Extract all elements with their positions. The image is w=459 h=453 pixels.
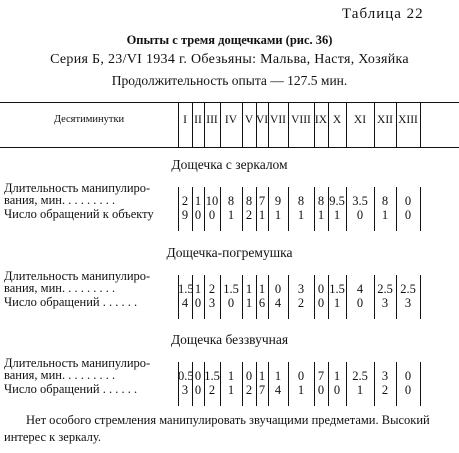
table-cell: 2 xyxy=(381,383,389,397)
table-cell: 3 xyxy=(181,383,189,397)
table-cell: 1 xyxy=(356,383,364,397)
table-cell: 0 xyxy=(317,296,325,310)
table-cell: 4 xyxy=(274,296,282,310)
table-cell: 1.5 xyxy=(204,369,220,383)
table-cell: 4 xyxy=(181,296,189,310)
column-divider xyxy=(420,187,421,231)
table-cell: 1 xyxy=(245,296,253,310)
table-cell: 9.5 xyxy=(329,194,345,208)
table-cell: 7 xyxy=(317,369,325,383)
column-divider xyxy=(420,362,421,406)
row-label xyxy=(4,296,137,308)
duration-line: Продолжительность опыта — 127.5 мин. xyxy=(111,73,348,88)
table-cell: 8 xyxy=(227,194,235,208)
table-cell: 2 xyxy=(297,296,305,310)
table-cell: 3 xyxy=(208,296,216,310)
table-cell: 0 xyxy=(333,383,341,397)
row-label xyxy=(4,208,154,220)
first-column-header: Десятиминутки xyxy=(53,114,125,125)
row-label-line: вания, мин. . . . . . . . . xyxy=(4,281,116,295)
column-header: X xyxy=(332,114,342,126)
table-cell: 0 xyxy=(208,208,216,222)
column-divider xyxy=(256,103,257,147)
table-cell: 0 xyxy=(317,282,325,296)
table-cell: 1.5 xyxy=(178,282,194,296)
table-cell: 2 xyxy=(245,383,253,397)
column-header: I xyxy=(183,114,187,126)
table-cell: 1.5 xyxy=(329,282,345,296)
table-cell: 7 xyxy=(258,194,266,208)
table-cell: 1 xyxy=(194,282,202,296)
table-cell: 1.5 xyxy=(223,282,239,296)
table-cell: 1 xyxy=(258,369,266,383)
row-label-line: Длительность манипулиро- xyxy=(4,356,151,370)
table-cell: 10 xyxy=(205,194,219,208)
table-cell: 1 xyxy=(317,208,325,222)
row-label-line: Длительность манипулиро- xyxy=(4,269,151,283)
table-cell: 0 xyxy=(194,208,202,222)
table-cell: 3 xyxy=(381,369,389,383)
table-cell: 0 xyxy=(245,369,253,383)
row-label xyxy=(4,182,150,206)
table-cell: 0 xyxy=(227,296,235,310)
table-cell: 2.5 xyxy=(377,282,393,296)
row-label-line: Число обращений к объекту xyxy=(4,207,154,221)
column-divider xyxy=(396,103,397,147)
table-cell: 0 xyxy=(356,208,364,222)
table-cell: 2 xyxy=(181,194,189,208)
table-cell: 1 xyxy=(227,208,235,222)
table-cell: 2 xyxy=(208,383,216,397)
column-header: IV xyxy=(224,114,238,126)
column-header: XII xyxy=(377,114,393,126)
column-divider xyxy=(328,103,329,147)
table-cell: 2 xyxy=(208,282,216,296)
table-cell: 6 xyxy=(258,296,266,310)
table-cell: 0 xyxy=(274,282,282,296)
column-divider xyxy=(204,103,205,147)
table-cell: 1 xyxy=(258,282,266,296)
table-header-rule xyxy=(0,147,459,148)
column-header: II xyxy=(194,114,202,126)
table-cell: 3 xyxy=(297,282,305,296)
table-cell: 1 xyxy=(381,208,389,222)
table-cell: 1 xyxy=(297,208,305,222)
table-cell: 4 xyxy=(274,383,282,397)
table-cell: 0 xyxy=(194,296,202,310)
column-divider xyxy=(242,103,243,147)
column-divider xyxy=(314,103,315,147)
table-cell: 0 xyxy=(404,208,412,222)
row-label-line: Длительность манипулиро- xyxy=(4,181,151,195)
row-label-line: Число обращений . . . . . . xyxy=(4,382,138,396)
table-cell: 3.5 xyxy=(352,194,368,208)
row-label-line: вания, мин. . . . . . . . . xyxy=(4,193,116,207)
table-cell: 0 xyxy=(404,369,412,383)
column-divider xyxy=(374,103,375,147)
column-divider xyxy=(420,275,421,319)
table-cell: 1 xyxy=(274,369,282,383)
column-divider xyxy=(268,103,269,147)
column-header: VII xyxy=(270,114,286,126)
table-cell: 1 xyxy=(194,194,202,208)
table-cell: 1 xyxy=(227,383,235,397)
table-cell: 4 xyxy=(356,282,364,296)
table-cell: 9 xyxy=(274,194,282,208)
table-cell: 0 xyxy=(404,383,412,397)
table-title: Опыты с тремя дощечками (рис. 36) xyxy=(126,33,333,47)
table-cell: 0 xyxy=(404,194,412,208)
column-divider xyxy=(192,103,193,147)
column-header: VI xyxy=(256,114,269,126)
table-cell: 1 xyxy=(245,282,253,296)
table-cell: 9 xyxy=(181,208,189,222)
table-cell: 8 xyxy=(297,194,305,208)
table-cell: 8 xyxy=(381,194,389,208)
column-divider xyxy=(420,103,421,147)
table-cell: 1 xyxy=(297,383,305,397)
table-cell: 7 xyxy=(258,383,266,397)
column-divider xyxy=(178,103,179,147)
table-cell: 2.5 xyxy=(400,282,416,296)
table-cell: 8 xyxy=(245,194,253,208)
table-cell: 0 xyxy=(194,383,202,397)
table-cell: 0 xyxy=(356,296,364,310)
column-header: III xyxy=(206,114,218,126)
table-cell: 0 xyxy=(317,383,325,397)
column-header: XI xyxy=(353,114,367,126)
table-cell: 2.5 xyxy=(352,369,368,383)
table-cell: 1 xyxy=(333,369,341,383)
table-cell: 0.5 xyxy=(178,369,194,383)
table-cell: 1 xyxy=(227,369,235,383)
section-title: Дощечка-погремушка xyxy=(166,245,293,260)
table-cell: 8 xyxy=(317,194,325,208)
table-cell: 1 xyxy=(274,208,282,222)
column-divider xyxy=(220,103,221,147)
column-header: VIII xyxy=(291,114,311,126)
section-title: Дощечка с зеркалом xyxy=(171,157,288,172)
table-cell: 1 xyxy=(333,296,341,310)
column-divider xyxy=(346,103,347,147)
row-label xyxy=(4,383,137,395)
table-cell: 0 xyxy=(297,369,305,383)
column-header: IX xyxy=(314,114,328,126)
table-cell: 2 xyxy=(245,208,253,222)
row-label xyxy=(4,357,150,381)
table-top-rule xyxy=(0,102,459,103)
row-label-line: Число обращений . . . . . . xyxy=(4,295,138,309)
table-cell: 1 xyxy=(258,208,266,222)
section-title: Дощечка беззвучная xyxy=(170,332,289,347)
table-cell: 3 xyxy=(404,296,412,310)
table-cell: 1 xyxy=(333,208,341,222)
column-header: XIII xyxy=(398,114,418,126)
column-header: V xyxy=(244,114,254,126)
row-label-line: вания, мин. . . . . . . . . xyxy=(4,368,116,382)
footer-note: Нет особого стремления манипулировать звучащими предметами. Высокий интерес к зеркалу. xyxy=(4,413,430,444)
column-divider xyxy=(288,103,289,147)
row-label xyxy=(4,270,150,294)
table-cell: 0 xyxy=(194,369,202,383)
table-number: Таблица 22 xyxy=(342,6,424,22)
table-cell: 3 xyxy=(381,296,389,310)
series-line: Серия Б, 23/VI 1934 г. Обезьяны: Мальва, Настя, Хозяйка xyxy=(50,52,409,67)
